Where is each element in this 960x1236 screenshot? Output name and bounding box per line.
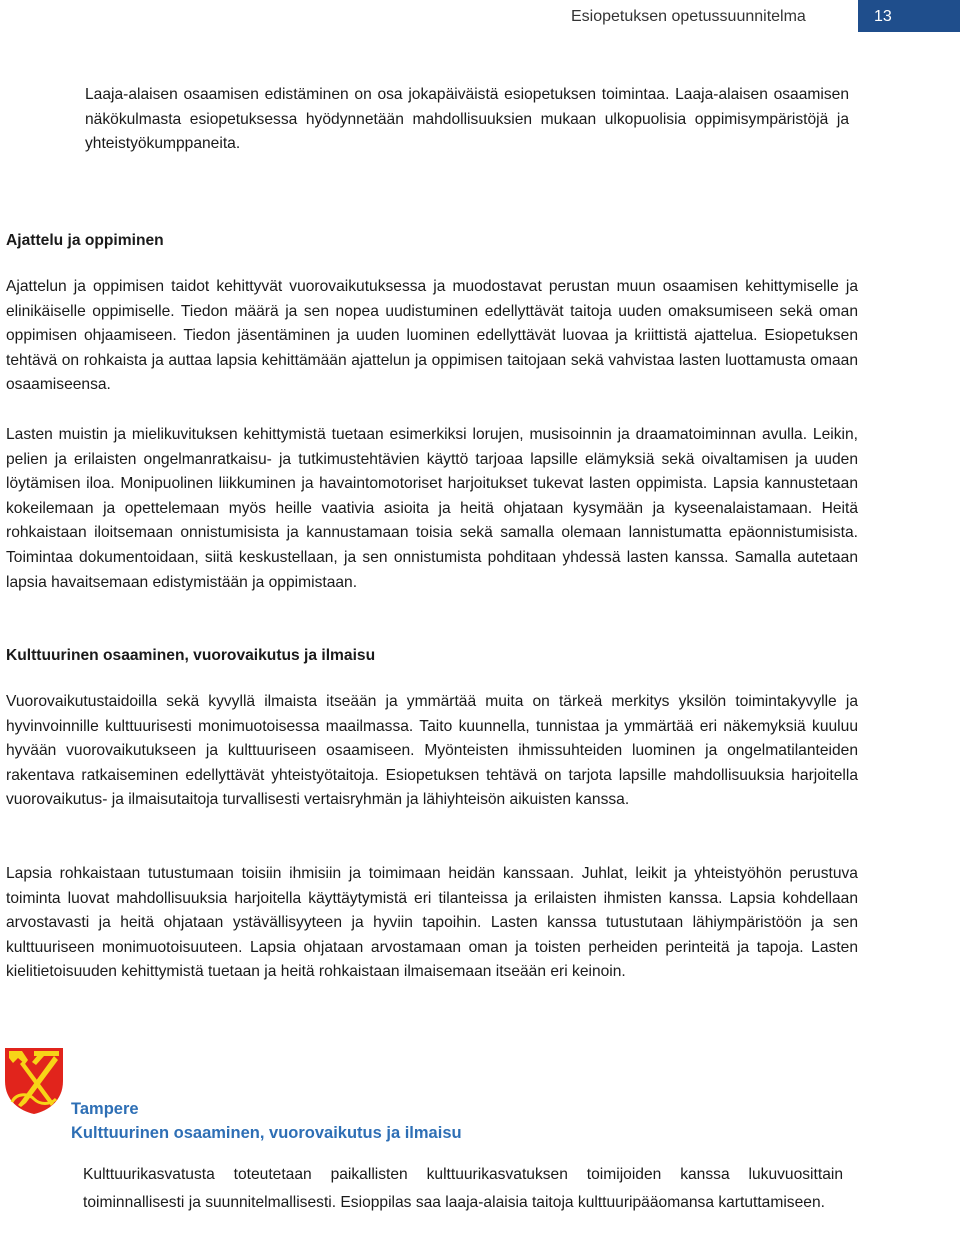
tampere-box-text: Kulttuurikasvatusta toteutetaan paikallisten kulttuurikasvatuksen toimijoiden kanssa lukuvuosittain toiminnallisesti ja suunnitelmallisesti. Esioppilas saa laaja-alaisia taitoja kulttuuripääomansa kartuttamiseen. (83, 1166, 843, 1211)
section-heading-cultural-competence: Kulttuurinen osaaminen, vuorovaikutus ja ilmaisu (6, 647, 376, 664)
paragraph: Ajattelun ja oppimisen taidot kehittyvät vuorovaikutuksessa ja muodostavat perustan muun osaamisen kehittymiselle ja elinikäiselle oppimiselle. Tiedon määrä ja sen nopea uudistuminen edellyttävät taitoja uuden omaksumiseen sekä oman oppimisen ohjaamiseen. Tiedon jäsentäminen ja uuden luominen edellyttävät luovaa ja kriittistä ajattelua. Esiopetuksen tehtävä on rohkaista ja auttaa lapsia kehittämään ajattelun ja oppimisen taitojaan sekä vahvistaa lasten luottamusta omaan osaamiseensa. (6, 278, 858, 394)
paragraph: Vuorovaikutustaidoilla sekä kyvyllä ilmaista itseään ja ymmärtää muita on tärkeä merkitys yksilön toimintakyvylle ja hyvinvoinnille kulttuurisesti monimuotoisessa maailmassa. Taito kuunnella, tunnistaa ja ymmärtää eri näkemyksiä kuuluu hyvään vuorovaikutukseen ja kulttuuriseen osaamiseen. Myönteisten ihmissuhteiden luominen ja ongelmatilanteiden rakentava ratkaiseminen edellyttävät yhteistyötaitoja. Esiopetuksen tehtävä on tarjota lapsille mahdollisuuksia harjoitella vuorovaikutus- ja ilmaisutaitoja turvallisesti vertaisryhmän ja lähiyhteisön aikuisten kanssa. (6, 693, 858, 809)
paragraph: Lasten muistin ja mielikuvituksen kehittymistä tuetaan esimerkiksi lorujen, musisoinnin ja draamatoiminnan avulla. Leikin, pelien ja erilaisten ongelmanratkaisu- ja tutkimustehtävien käyttö tarjoaa lapsille elämyksiä sekä oivaltamisen ja uuden löytämisen iloa. Monipuolinen liikkuminen ja havaintomotoriset harjoitukset tukevat lasten oppimista. Lapsia kannustetaan kokeilemaan ja opettelemaan myös heille vaativia asioita ja heitä ohjataan kysymään ja kyseenalaistamaan. Heitä rohkaistaan iloitsemaan onnistumisista ja kannustamaan toisia sekä samalla olemaan lannistumatta epäonnistumisista. Toimintaa dokumentoidaan, siitä keskustellaan, ja sen onnistumista pohditaan yhdessä lasten kanssa. Samalla autetaan lapsia havaitsemaan edistymistään ja oppimistaan. (6, 426, 858, 591)
tampere-coat-of-arms-icon (4, 1047, 64, 1115)
document-title: Esiopetuksen opetussuunnitelma (571, 8, 806, 25)
paragraph: Lapsia rohkaistaan tutustumaan toisiin ihmisiin ja toimimaan heidän kanssaan. Juhlat, leikit ja yhteistyöhön perustuva toiminta luovat mahdollisuuksia harjoitella käyttäytymistä eri tilanteissa ja erilaisten ihmisten kanssa. Lapsia kohdellaan arvostavasti ja heitä ohjataan ystävällisyyteen ja hyviin tapoihin. Lasten kanssa tutustutaan lähiympäristöön ja sen kulttuuriseen monimuotoisuuteen. Lapsia ohjataan arvostamaan oman ja toisten perheiden perinteitä ja tapoja. Lasten kielitietoisuuden kehittymistä tuetaan ja heitä rohkaistaan ilmaisemaan itseään eri keinoin. (6, 865, 858, 981)
tampere-box-title: Kulttuurinen osaaminen, vuorovaikutus ja ilmaisu (71, 1124, 462, 1142)
intro-paragraph: Laaja-alaisen osaamisen edistäminen on osa jokapäiväistä esiopetuksen toimintaa. Laaja-alaisen osaamisen näkökulmasta esiopetuksessa hyödynnetään mahdollisuuksien mukaan ulkopuolisia oppimisympäristöjä ja yhteistyökumppaneita. (85, 86, 849, 153)
section-heading-thinking-learning: Ajattelu ja oppiminen (6, 232, 164, 249)
tampere-box-city: Tampere (71, 1100, 139, 1118)
page-number: 13 (858, 0, 960, 32)
tampere-box-heading (71, 1097, 462, 1145)
